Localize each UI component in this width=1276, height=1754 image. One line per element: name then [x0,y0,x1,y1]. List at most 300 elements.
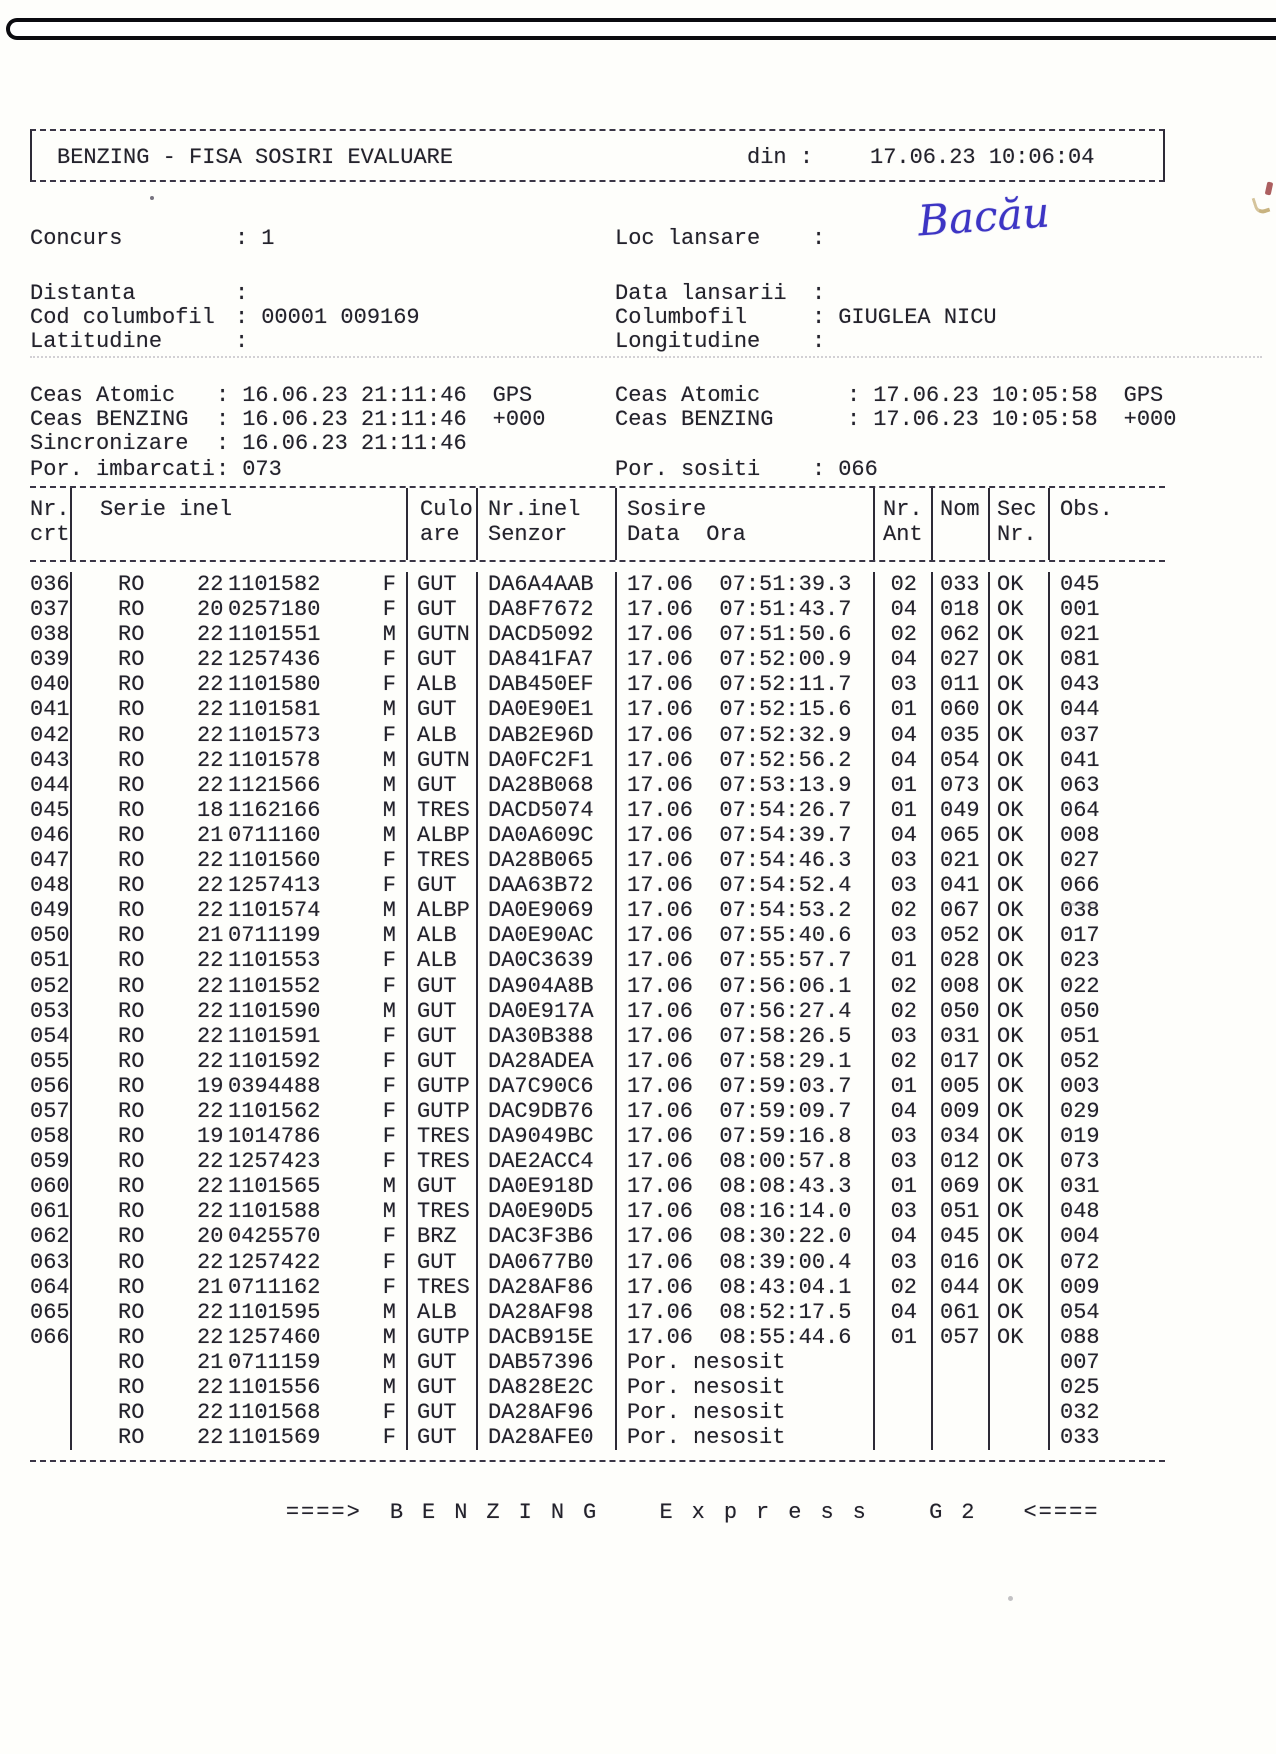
ring-number: 1121566 [228,772,321,798]
cell-nr-ant: 04 [875,647,933,672]
cell-serie-inel [72,948,408,973]
cell-nr-crt: 062 [30,1224,72,1249]
cell-obs: 088 [1060,1324,1100,1350]
cell-culoare: TRES [408,798,478,823]
cell-nr-crt: 048 [30,873,72,898]
cell-obs: 063 [1060,772,1100,798]
cell-sec: OK [990,697,1050,722]
cell-senzor: DACD5092 [478,622,617,647]
colon: : [812,329,826,354]
cell-nr-ant: 04 [875,1224,933,1249]
column-header-sosire: Sosire Data Ora [617,488,875,560]
cell-nr-ant: 01 [875,1325,933,1350]
cell-sec: OK [990,1124,1050,1149]
ring-country: RO [118,1199,145,1225]
table-row [30,1350,1165,1375]
cell-nr-ant [875,1350,933,1375]
por-imbarcati [30,457,282,482]
cell-sec: OK [990,948,1050,973]
column-header-nr-ant: Nr. Ant [875,488,933,560]
cell-nom: 034 [933,1124,990,1149]
cell-sec: OK [990,1049,1050,1074]
cell-sosire: 17.06 08:30:22.0 [617,1224,875,1249]
cell-serie-inel [72,873,408,898]
ring-sex: M [382,998,396,1024]
meta-columbofil [615,305,997,330]
cell-obs: 073 [1060,1149,1100,1175]
cell-sosire: 17.06 07:54:39.7 [617,823,875,848]
cell-sosire: 17.06 07:52:15.6 [617,697,875,722]
ring-country: RO [118,1073,145,1099]
cell-senzor: DA904A8B [478,974,617,999]
table-row [30,1024,1165,1049]
cell-sec: OK [990,622,1050,647]
colon: : [216,407,230,432]
cell-nr-crt [30,1375,72,1400]
ring-year: 22 [197,873,224,899]
cell-serie-inel [72,898,408,923]
ring-country: RO [118,722,145,748]
colon: : [216,383,230,408]
cell-culoare: TRES [408,1149,478,1174]
colon: : [812,281,826,306]
ring-number: 1101588 [228,1199,321,1225]
ring-year: 22 [197,1048,224,1074]
cell-sosire: 17.06 07:56:27.4 [617,999,875,1024]
ring-year: 22 [197,948,224,974]
ring-number: 1101581 [228,697,321,723]
ring-year: 22 [197,747,224,773]
ring-year: 22 [197,697,224,723]
cell-serie-inel [72,1174,408,1199]
cell-culoare: GUT [408,999,478,1024]
clock-label: Ceas Atomic [30,383,176,408]
cell-senzor: DA0E917A [478,999,617,1024]
cell-culoare: ALB [408,948,478,973]
cell-culoare: GUT [408,1350,478,1375]
ring-year: 22 [197,722,224,748]
cell-nr-ant: 04 [875,1300,933,1325]
clock-suffix: GPS [1123,383,1164,408]
cell-sec: OK [990,873,1050,898]
colon: : [235,281,249,306]
cell-serie-inel [72,622,408,647]
cell-obs: 033 [1060,1425,1100,1451]
ring-number: 0257180 [228,597,321,623]
ring-year: 20 [197,597,224,623]
colon: : [812,305,826,330]
ring-sex: F [382,1400,396,1426]
cell-nr-ant: 01 [875,1074,933,1099]
ring-number: 1101556 [228,1375,321,1400]
ring-sex: M [382,923,396,949]
column-header-nom: Nom [933,488,990,560]
cell-senzor: DA828E2C [478,1375,617,1400]
ring-number: 1101574 [228,898,321,924]
cell-culoare: GUT [408,1375,478,1400]
ring-country: RO [118,1149,145,1175]
cell-sec: OK [990,1174,1050,1199]
cell-obs: 064 [1060,797,1100,823]
ring-sex: F [382,597,396,623]
cell-obs: 043 [1060,672,1100,698]
cell-culoare: GUT [408,1049,478,1074]
table-row [30,1124,1165,1149]
ring-sex: F [382,1224,396,1250]
title-box [30,129,1165,182]
cell-sosire: 17.06 07:58:26.5 [617,1024,875,1049]
meta-label: Columbofil [615,305,748,330]
cell-nr-crt: 058 [30,1124,72,1149]
colon: : [812,457,826,482]
cell-nr-ant: 04 [875,723,933,748]
ring-number: 0711199 [228,923,321,949]
meta-label: Concurs [30,226,123,251]
cell-serie-inel [72,798,408,823]
scan-artifact-bar [6,18,1276,40]
cell-senzor: DA0E90E1 [478,697,617,722]
cell-senzor: DA841FA7 [478,647,617,672]
ring-country: RO [118,1098,145,1124]
table-row [30,773,1165,798]
ring-sex: F [382,1124,396,1150]
meta-label: Cod columbofil [30,305,215,330]
table-row [30,647,1165,672]
table-row [30,898,1165,923]
ring-number: 1101573 [228,722,321,748]
cell-nr-ant: 04 [875,597,933,622]
ring-number: 1101578 [228,747,321,773]
colon: : [847,407,861,432]
cell-serie-inel [72,823,408,848]
cell-nom: 011 [933,672,990,697]
ring-number: 1101582 [228,572,321,597]
ring-country: RO [118,998,145,1024]
cell-nr-crt: 045 [30,798,72,823]
cell-serie-inel [72,1250,408,1275]
table-body [30,572,1165,1450]
cell-obs: 052 [1060,1048,1100,1074]
cell-senzor: DAE2ACC4 [478,1149,617,1174]
ring-number: 0711162 [228,1274,321,1300]
cell-nom [933,1425,990,1450]
cell-obs: 044 [1060,697,1100,723]
cell-sec [990,1350,1050,1375]
cell-nr-ant: 04 [875,748,933,773]
cell-obs: 038 [1060,898,1100,924]
cell-culoare: GUT [408,1250,478,1275]
ring-sex: F [382,722,396,748]
cell-sosire: 17.06 07:54:26.7 [617,798,875,823]
cell-nom [933,1375,990,1400]
cell-serie-inel [72,974,408,999]
cell-nr-crt: 041 [30,697,72,722]
cell-serie-inel [72,1425,408,1450]
cell-sosire: Por. nesosit [617,1425,875,1450]
cell-nr-ant: 03 [875,1024,933,1049]
cell-senzor: DA0E9069 [478,898,617,923]
cell-senzor: DAB2E96D [478,723,617,748]
ring-sex: F [382,1249,396,1275]
cell-senzor: DA0E918D [478,1174,617,1199]
table-row [30,1199,1165,1224]
cell-nr-ant: 02 [875,974,933,999]
cell-nr-ant: 02 [875,622,933,647]
clock-benzing-left [30,407,545,432]
cell-culoare: TRES [408,1275,478,1300]
ring-year: 22 [197,1425,224,1451]
table-row [30,672,1165,697]
cell-serie-inel [72,1024,408,1049]
cell-nr-crt: 054 [30,1024,72,1049]
ring-number: 1101590 [228,998,321,1024]
cell-nom: 005 [933,1074,990,1099]
cell-nr-ant: 02 [875,898,933,923]
ring-country: RO [118,948,145,974]
clock-label: Ceas BENZING [30,407,189,432]
cell-sec [990,1400,1050,1425]
clock-label: Sincronizare [30,431,189,456]
cell-sec: OK [990,974,1050,999]
cell-culoare: GUT [408,873,478,898]
ring-year: 22 [197,1199,224,1225]
clock-suffix: +000 [492,407,546,432]
cell-nr-crt: 059 [30,1149,72,1174]
cell-serie-inel [72,697,408,722]
cell-obs: 022 [1060,973,1100,999]
ring-country: RO [118,597,145,623]
cell-nr-crt: 051 [30,948,72,973]
ring-number: 1101562 [228,1098,321,1124]
table-header [30,488,1165,560]
ring-sex: F [382,873,396,899]
cell-sosire: Por. nesosit [617,1375,875,1400]
cell-nr-crt: 047 [30,848,72,873]
meta-label: Longitudine [615,329,761,354]
table-row [30,1049,1165,1074]
ring-number: 1101569 [228,1425,321,1451]
ring-number: 1257422 [228,1249,321,1275]
cell-obs: 050 [1060,998,1100,1024]
cell-nr-crt: 066 [30,1325,72,1350]
cell-nom: 051 [933,1199,990,1224]
cell-nom [933,1400,990,1425]
meta-latitudine [30,329,261,354]
cell-nr-ant: 03 [875,848,933,873]
colon: : [235,305,249,330]
ring-sex: F [382,1274,396,1300]
meta-label: Data lansarii [615,281,787,306]
ring-number: 1101568 [228,1400,321,1426]
column-header-sec-nr: Sec Nr. [990,488,1050,560]
cell-culoare: GUT [408,647,478,672]
clock-suffix: +000 [1123,407,1177,432]
cell-serie-inel [72,1224,408,1249]
cell-serie-inel [72,647,408,672]
cell-serie-inel [72,1350,408,1375]
cell-obs: 017 [1060,923,1100,949]
ring-number: 1257460 [228,1324,321,1350]
ring-year: 22 [197,898,224,924]
cell-obs: 045 [1060,572,1100,597]
cell-obs: 032 [1060,1400,1100,1426]
cell-senzor: DA0E90AC [478,923,617,948]
cell-nr-ant: 01 [875,798,933,823]
cell-nr-ant: 03 [875,1149,933,1174]
ring-number: 1101551 [228,622,321,648]
cell-nom: 016 [933,1250,990,1275]
colon: : [216,457,230,482]
ring-sex: M [382,898,396,924]
cell-senzor: DA28AF86 [478,1275,617,1300]
cell-serie-inel [72,1275,408,1300]
ring-sex: M [382,1375,396,1400]
colon: : [235,329,249,354]
cell-sec: OK [990,823,1050,848]
ring-number: 1101595 [228,1299,321,1325]
ring-country: RO [118,1249,145,1275]
ring-country: RO [118,1023,145,1049]
table-row [30,873,1165,898]
cell-obs: 066 [1060,873,1100,899]
cell-obs: 031 [1060,1174,1100,1200]
cell-nom: 054 [933,748,990,773]
table-row [30,1425,1165,1450]
meta-value: 00001 009169 [261,305,420,330]
cell-sosire: 17.06 07:51:50.6 [617,622,875,647]
cell-culoare: ALB [408,672,478,697]
ring-country: RO [118,1174,145,1200]
cell-senzor: DA28ADEA [478,1049,617,1074]
scan-speck [1252,194,1271,215]
cell-obs: 051 [1060,1023,1100,1049]
cell-sosire: 17.06 07:54:46.3 [617,848,875,873]
scan-speck [1063,903,1097,906]
cell-sosire: 17.06 08:39:00.4 [617,1250,875,1275]
clock-value: 16.06.23 21:11:46 [242,383,467,408]
table-row [30,923,1165,948]
cell-nr-crt: 040 [30,672,72,697]
cell-sosire: 17.06 07:54:53.2 [617,898,875,923]
ring-sex: M [382,1174,396,1200]
cell-senzor: DA28AFE0 [478,1425,617,1450]
clock-sincronizare [30,431,467,456]
cell-sec: OK [990,597,1050,622]
ring-country: RO [118,1124,145,1150]
cell-nr-crt: 053 [30,999,72,1024]
cell-sec: OK [990,1224,1050,1249]
cell-sec: OK [990,1300,1050,1325]
cell-sosire: 17.06 07:59:16.8 [617,1124,875,1149]
ring-sex: F [382,1073,396,1099]
cell-obs: 025 [1060,1375,1100,1400]
table-row [30,1375,1165,1400]
cell-serie-inel [72,748,408,773]
cell-obs: 072 [1060,1249,1100,1275]
meta-longitudine [615,329,838,354]
table-row [30,848,1165,873]
ring-year: 22 [197,647,224,673]
scan-speck [1008,1596,1013,1601]
cell-serie-inel [72,672,408,697]
cell-nom: 049 [933,798,990,823]
cell-culoare: GUT [408,1425,478,1450]
ring-number: 0711159 [228,1349,321,1375]
ring-country: RO [118,1425,145,1451]
clock-value: 16.06.23 21:11:46 [242,407,467,432]
cell-sec: OK [990,1275,1050,1300]
ring-number: 1257436 [228,647,321,673]
table-row [30,1275,1165,1300]
column-header-culoare: Culo are [408,488,478,560]
footer-arrow-left: ====> [285,1500,362,1525]
colon: : [812,226,826,251]
cell-culoare: GUTP [408,1325,478,1350]
ring-number: 1101592 [228,1048,321,1074]
cell-nom: 045 [933,1224,990,1249]
table-row [30,798,1165,823]
cell-obs: 008 [1060,822,1100,848]
ring-sex: M [382,747,396,773]
cell-sosire: 17.06 07:56:06.1 [617,974,875,999]
cell-nom: 041 [933,873,990,898]
table-row [30,1149,1165,1174]
cell-nr-ant: 01 [875,697,933,722]
ring-number: 1101560 [228,848,321,874]
cell-nr-crt: 036 [30,572,72,597]
clock-value: 17.06.23 10:05:58 [873,407,1098,432]
cell-nr-ant: 03 [875,1250,933,1275]
table-row [30,948,1165,973]
cell-senzor: DA0C3639 [478,948,617,973]
cell-serie-inel [72,597,408,622]
table-row [30,572,1165,597]
ring-year: 22 [197,672,224,698]
cell-nom: 067 [933,898,990,923]
ring-country: RO [118,747,145,773]
table-row [30,597,1165,622]
ring-year: 19 [197,1124,224,1150]
cell-senzor: DA7C90C6 [478,1074,617,1099]
cell-sosire: 17.06 08:00:57.8 [617,1149,875,1174]
table-row [30,823,1165,848]
ring-sex: F [382,647,396,673]
cell-sec: OK [990,999,1050,1024]
ring-number: 0425570 [228,1224,321,1250]
cell-nom: 017 [933,1049,990,1074]
cell-obs: 029 [1060,1098,1100,1124]
cell-sosire: 17.06 08:55:44.6 [617,1325,875,1350]
cell-nr-ant: 03 [875,672,933,697]
cell-nr-crt: 044 [30,773,72,798]
cell-sec: OK [990,1199,1050,1224]
handwritten-location: Bacău [916,187,1052,246]
ring-country: RO [118,772,145,798]
cell-nr-crt: 057 [30,1099,72,1124]
cell-serie-inel [72,1300,408,1325]
ring-year: 22 [197,772,224,798]
cell-sosire: 17.06 08:43:04.1 [617,1275,875,1300]
cell-senzor: DA30B388 [478,1024,617,1049]
cell-nom: 057 [933,1325,990,1350]
cell-serie-inel [72,1149,408,1174]
meta-data-lansarii [615,281,838,306]
cell-culoare: ALB [408,923,478,948]
ring-year: 22 [197,1098,224,1124]
cell-obs: 021 [1060,622,1100,648]
cell-nr-ant: 01 [875,1174,933,1199]
scan-speck [1265,182,1274,196]
